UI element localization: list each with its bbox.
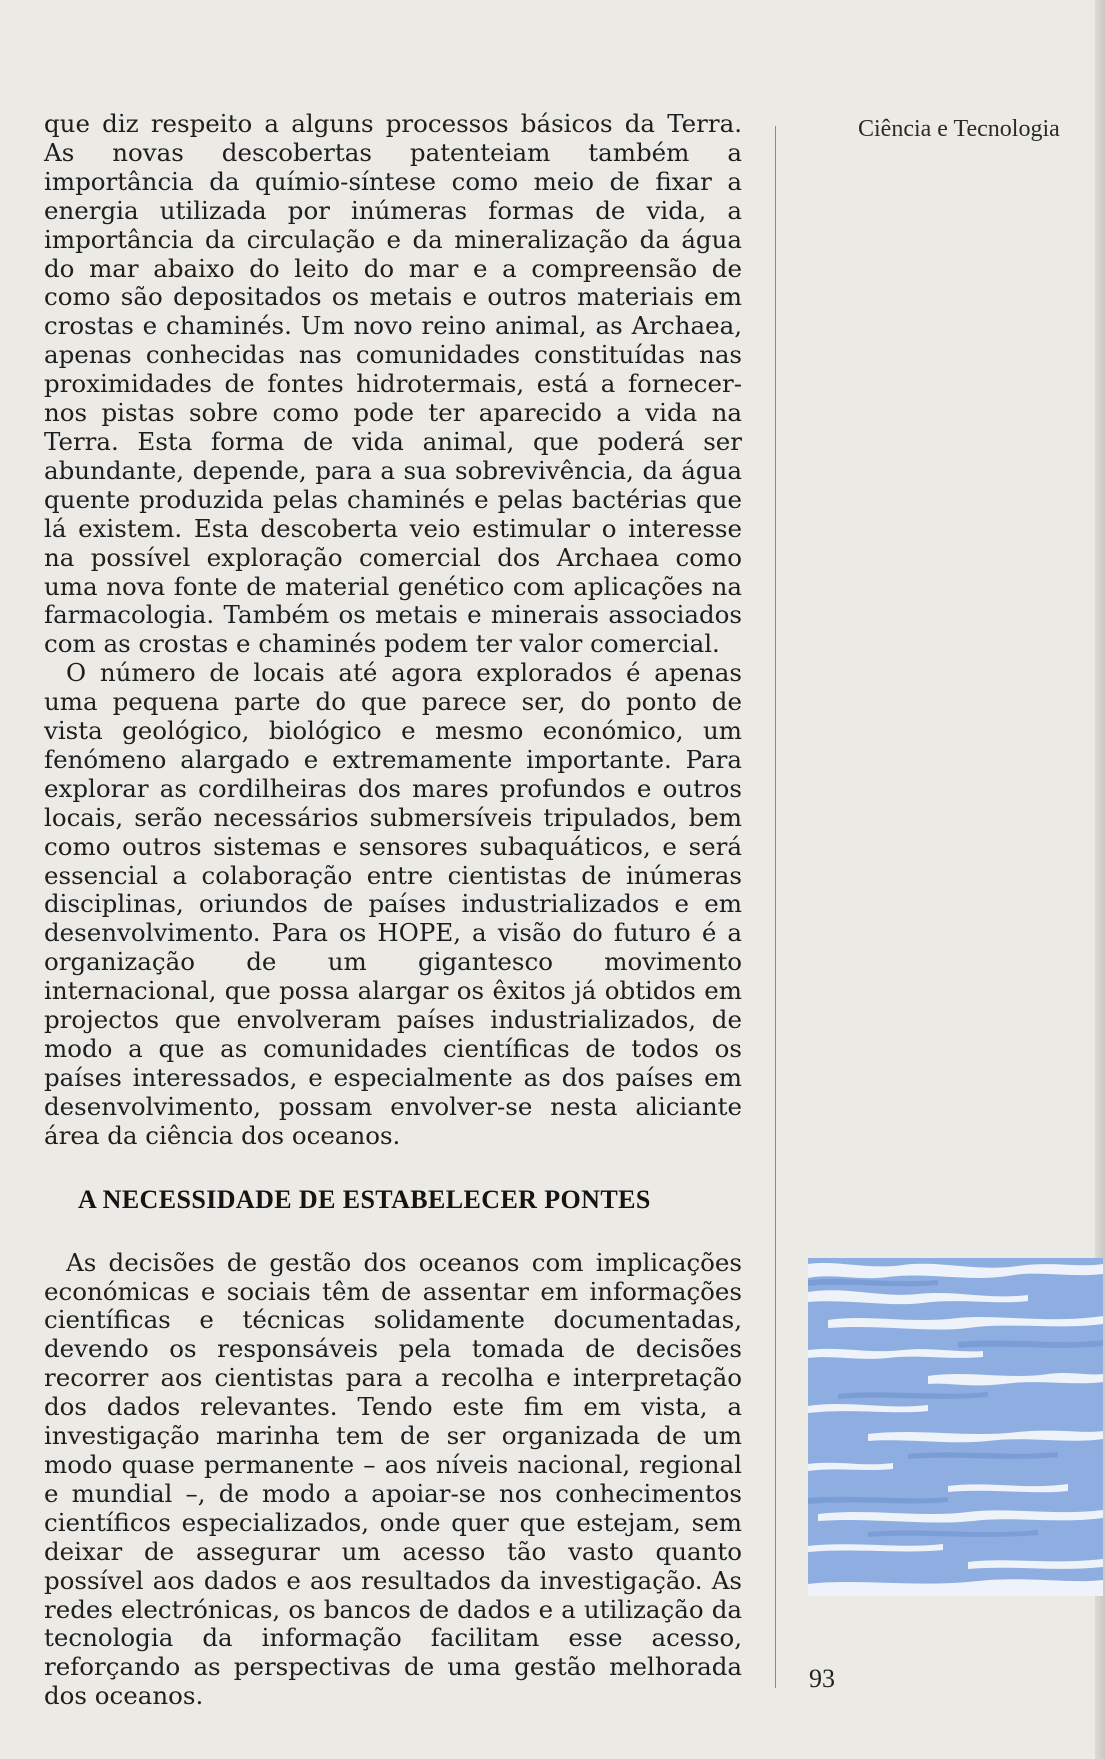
- ocean-waves-icon: [808, 1258, 1103, 1596]
- page-number: 93: [809, 1664, 835, 1693]
- main-text-column: [44, 110, 742, 1711]
- running-header: Ciência e Tecnologia: [858, 116, 1060, 142]
- body-paragraph-3: As decisões de gestão dos oceanos com implicações económicas e sociais têm de assentar em informações científicas e técnicas solidamente documentadas, devendo os responsáveis pela tomada de decisões recorrer aos cientistas para a recolha e interpretação dos dados relevantes. Tendo este fim em vista, a investigação marinha tem de ser organizada de um modo quase permanente – aos níveis nacional, regional e mundial –, de modo a apoiar-se nos conhecimentos científicos especializados, onde quer que estejam, sem deixar de assegurar um acesso tão vasto quanto possível aos dados e aos resultados da investigação. As redes electrónicas, os bancos de dados e a utilização da tecnologia da informação facilitam esse acesso, reforçando as perspectivas de uma gestão melhorada dos oceanos.: [44, 1247, 742, 1711]
- column-divider: [775, 126, 776, 1688]
- body-paragraph-2: O número de locais até agora explorados é apenas uma pequena parte do que parece ser, do ponto de vista geológico, biológico e mesmo económico, um fenómeno alargado e extremamente importante. Para explorar as cordilheiras dos mares profundos e outros locais, serão necessários submersíveis tripulados, bem como outros sistemas e sensores subaquáticos, e será essencial a colaboração entre cientistas de inúmeras disciplinas, oriundos de países industrializados e em desenvolvimento. Para os HOPE, a visão do futuro é a organização de um gigantesco movimento internacional, que possa alargar os êxitos já obtidos em projectos que envolveram países industrializados, de modo a que as comunidades científicas de todos os países interessados, e especialmente as dos países em desenvolvimento, possam envolver-se nesta aliciante área da ciência dos oceanos.: [44, 658, 742, 1150]
- body-paragraph-1: que diz respeito a alguns processos básicos da Terra. As novas descobertas patenteiam também a importância da químio-síntese como meio de fixar a energia utilizada por inúmeras formas de vida, a importância da circulação e da mineralização da água do mar abaixo do leito do mar e a compreensão de como são depositados os metais e outros materiais em crostas e chaminés. Um novo reino animal, as Archaea, apenas conhecidas nas comunidades constituídas nas proximidades de fontes hidrotermais, está a fornecer-nos pistas sobre como pode ter aparecido a vida na Terra. Esta forma de vida animal, que poderá ser abundante, depende, para a sua sobrevivência, da água quente produzida pelas chaminés e pelas bactérias que lá existem. Esta descoberta veio estimular o interesse na possível exploração comercial dos Archaea como uma nova fonte de material genético com aplicações na farmacologia. Também os metais e minerais associados com as crostas e chaminés podem ter valor comercial.: [44, 109, 742, 659]
- section-heading: A NECESSIDADE DE ESTABELECER PONTES: [78, 1184, 651, 1214]
